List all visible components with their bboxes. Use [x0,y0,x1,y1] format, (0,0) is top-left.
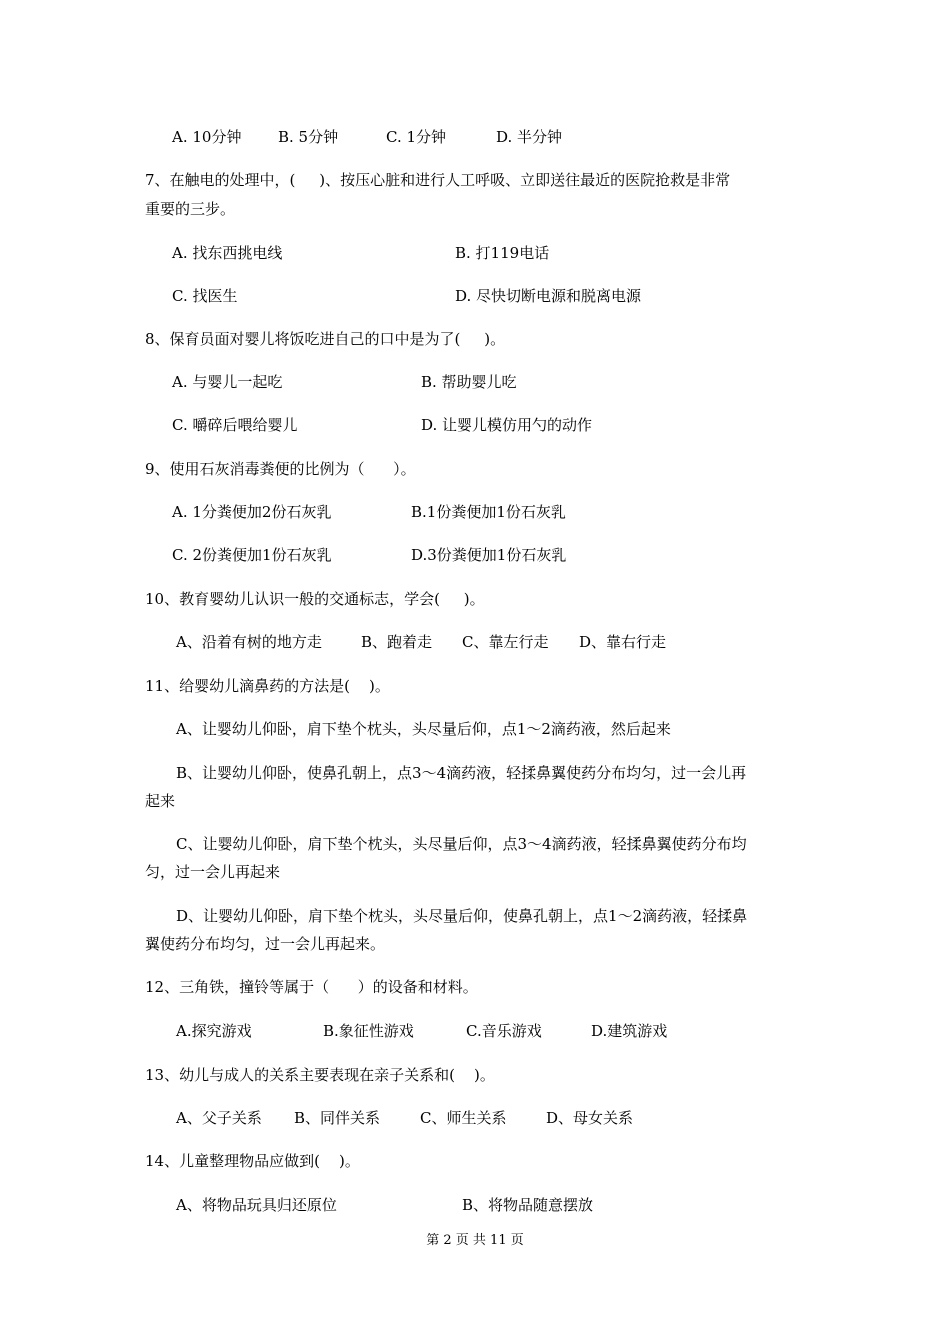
q11-option-c-line1: C、让婴幼儿仰卧，肩下垫个枕头，头尽量后仰，点3～4滴药液，轻揉鼻翼使药分布均 [176,835,747,853]
q11-option-b-line2: 起来 [145,792,176,810]
q8-stem: 8、保育员面对婴儿将饭吃进自己的口中是为了( )。 [145,330,506,348]
q11-option-c-line2: 匀，过一会儿再起来 [145,863,281,881]
q11-option-d-line1: D、让婴幼儿仰卧，肩下垫个枕头，头尽量后仰，使鼻孔朝上，点1～2滴药液，轻揉鼻 [176,907,748,925]
q9-option-d: D.3份粪便加1份石灰乳 [411,546,567,564]
q9-option-b: B.1份粪便加1份石灰乳 [411,503,566,521]
q7-option-a: A. 找东西挑电线 [172,244,283,262]
q13-option-c: C、师生关系 [420,1109,507,1127]
q8-option-a: A. 与婴儿一起吃 [172,373,283,391]
q7-stem-line2: 重要的三步。 [145,200,236,218]
q9-option-c: C. 2份粪便加1份石灰乳 [172,546,332,564]
q6-option-d: D. 半分钟 [496,128,563,146]
q7-option-d: D. 尽快切断电源和脱离电源 [455,287,642,305]
q11-option-a: A、让婴幼儿仰卧，肩下垫个枕头，头尽量后仰，点1～2滴药液，然后起来 [176,720,671,738]
q12-option-c: C.音乐游戏 [466,1022,542,1040]
q7-stem-line1: 7、在触电的处理中，( )、按压心脏和进行人工呼吸、立即送往最近的医院抢救是非常 [145,171,731,189]
q10-option-c: C、靠左行走 [462,633,549,651]
page-footer: 第 2 页 共 11 页 [426,1233,524,1248]
q8-option-d: D. 让婴儿模仿用勺的动作 [421,416,593,434]
q7-option-b: B. 打119电话 [455,244,550,262]
q11-stem: 11、给婴幼儿滴鼻药的方法是( )。 [145,677,390,695]
q14-option-b: B、将物品随意摆放 [462,1196,594,1214]
q13-option-b: B、同伴关系 [294,1109,381,1127]
q11-option-b-line1: B、让婴幼儿仰卧，使鼻孔朝上，点3～4滴药液，轻揉鼻翼使药分布均匀，过一会儿再 [176,764,747,782]
q12-option-a: A.探究游戏 [176,1022,252,1040]
q14-option-a: A、将物品玩具归还原位 [176,1196,337,1214]
q8-option-b: B. 帮助婴儿吃 [421,373,517,391]
q12-option-b: B.象征性游戏 [323,1022,414,1040]
q10-stem: 10、教育婴幼儿认识一般的交通标志，学会( )。 [145,590,485,608]
q6-option-b: B. 5分钟 [278,128,339,146]
q7-option-c: C. 找医生 [172,287,238,305]
q14-stem: 14、儿童整理物品应做到( )。 [145,1152,360,1170]
q10-option-d: D、靠右行走 [579,633,667,651]
q13-option-a: A、父子关系 [176,1109,262,1127]
q9-option-a: A. 1分粪便加2份石灰乳 [172,503,332,521]
q8-option-c: C. 嚼碎后喂给婴儿 [172,416,298,434]
q10-option-a: A、沿着有树的地方走 [176,633,322,651]
q10-option-b: B、跑着走 [361,633,433,651]
q13-option-d: D、母女关系 [546,1109,634,1127]
q6-option-c: C. 1分钟 [386,128,447,146]
q9-stem: 9、使用石灰消毒粪便的比例为（ ）。 [145,460,416,478]
q12-stem: 12、三角铁，撞铃等属于（ ）的设备和材料。 [145,978,478,996]
q13-stem: 13、幼儿与成人的关系主要表现在亲子关系和( )。 [145,1066,495,1084]
q6-option-a: A. 10分钟 [172,128,242,146]
q11-option-d-line2: 翼使药分布均匀，过一会儿再起来。 [145,935,386,953]
q12-option-d: D.建筑游戏 [591,1022,668,1040]
